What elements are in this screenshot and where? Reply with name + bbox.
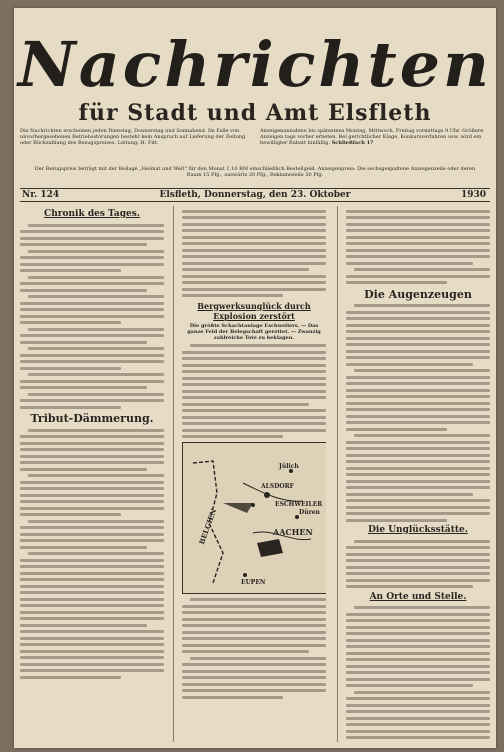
body-text-line [346,421,490,424]
body-text-line [346,632,490,635]
body-text-line [20,585,164,588]
body-text-line [20,442,164,445]
advert-info [260,128,490,162]
body-text-line [190,598,326,601]
body-text-line [20,617,164,620]
body-text-line [20,500,164,503]
body-text-line [182,275,326,278]
map-label-eupen: EUPEN [241,579,266,586]
map-label-dueren: Düren [299,509,320,516]
headline-disaster-site: Die Unglücksstätte. [368,525,468,535]
body-text-line [346,658,490,661]
body-text-line [20,650,164,653]
body-text-line [20,624,147,627]
body-text-line [182,663,326,666]
body-text-line [20,494,164,497]
body-text-line [28,393,164,396]
body-text-line [346,519,447,522]
body-text-line [346,337,490,340]
body-text-line [346,473,490,476]
advert-info-text: Anzeigenannahme bis spätestens Montag, Mittwoch, Freitag vormittags 9 Uhr. Größere Anzeigen tags vorher erbeten. Bei gerichtlicher Klage, Konkursverfahren usw. wird ein bewilligter Rabatt hinfällig. [260,128,484,146]
body-text-line [182,396,326,399]
body-text-line [20,386,147,389]
body-text-line [182,357,326,360]
body-text-line [182,255,326,258]
body-text-line [346,512,490,515]
body-text-line [346,249,490,252]
body-text-line [28,250,164,253]
body-text-line [346,229,490,232]
body-text-line [346,350,490,353]
body-text-line [354,369,490,372]
headline-tribute: Tribut-Dämmerung. [30,412,154,425]
body-text-line [182,637,326,640]
body-text-line [346,736,490,739]
body-text-line [20,367,121,370]
body-text-line [182,351,326,354]
region-map [182,442,326,594]
body-text-line [182,696,283,699]
body-text-line [20,565,164,568]
body-text-line [182,229,326,232]
body-text-line [346,281,447,284]
body-text-line [182,676,326,679]
body-text-line [20,315,164,318]
body-text-line [182,624,326,627]
body-text-line [346,467,490,470]
body-text-line [346,665,490,668]
body-text-line [20,302,164,305]
body-text-line [182,383,326,386]
body-text-line [20,461,164,464]
body-text-line [346,216,490,219]
body-text-line [346,223,490,226]
body-text-line [182,390,326,393]
body-text-line [20,676,121,679]
masthead-title: Nachrichten [17,28,493,101]
body-text-line [346,402,490,405]
body-text-line [20,435,164,438]
body-text-line [20,256,164,259]
map-label-eschweiler: ESCHWEILER [275,501,323,508]
body-text-line [182,364,326,367]
body-text-line [346,730,490,733]
body-text-line [346,454,490,457]
body-text-line [20,487,164,490]
body-text-line [182,435,283,438]
body-text-line [182,631,326,634]
body-text-line [346,684,473,687]
body-text-line [20,572,164,575]
body-text-line [182,644,326,647]
body-text-line [354,304,490,307]
body-text-line [20,539,164,542]
body-text-line [346,553,490,556]
body-text-line [346,717,490,720]
body-text-line [346,236,490,239]
body-text-line [20,448,164,451]
body-text-line [28,520,164,523]
body-text-line [20,455,164,458]
dateline [20,188,490,202]
body-text-line [346,275,490,278]
body-text-line [20,513,121,516]
body-text-line [182,416,326,419]
body-text-line [20,269,121,272]
body-text-line [346,460,490,463]
body-text-line [28,552,164,555]
column-rule [173,206,174,742]
pricing-info: Der Bezugspreis beträgt mit der Beilage „Heimat und Welt" für den Monat 1.10 RM einschließlich Bestellgeld. Anzeigenpreis: Die sechsgespaltene Anzeigenzeile oder deren Raum 15 Pfg., auswärts 20 Pfg., Reklamezeile 50 Pfg. [34,166,476,178]
body-text-line [20,546,147,549]
body-text-line [182,618,326,621]
body-text-line [346,330,490,333]
body-text-line [20,399,164,402]
headline-subdeck: Die größte Schachtanlage Eschweilers. — Das ganze Feld der Belegschaft gerettet. — Zwanzig zahlreiche Tote zu beklagen. [187,322,321,341]
body-text-line [182,216,326,219]
body-text-line [28,276,164,279]
body-text-line [20,591,164,594]
publication-info: Die Nachrichten erscheinen jeden Dienstag, Donnerstag und Sonnabend. Im Falle von unvorhergesehenen Betriebsstörungen besteht kein Anspruch auf Lieferung der Zeitung oder Rückzahlung des Bezugspreises. Leitung: H. Fitt. [20,128,246,146]
issue-date: Elsfleth, Donnerstag, den 23. Oktober [159,190,351,200]
body-text-line [182,650,309,653]
body-text-line [346,343,490,346]
masthead-subtitle: für Stadt und Amt Elsfleth [78,100,432,126]
column-1 [20,206,164,742]
body-text-line [346,652,490,655]
body-text-line [346,559,490,562]
body-text-line [20,380,164,383]
body-text-line [354,540,490,543]
body-text-line [20,289,147,292]
body-text-line [20,637,164,640]
body-text-line [346,626,490,629]
body-text-line [20,468,147,471]
column-2 [182,206,326,742]
body-text-line [346,546,490,549]
issue-year: 1930 [460,190,486,200]
body-text-line [346,566,490,569]
body-text-line [182,223,326,226]
body-text-line [182,281,326,284]
body-text-line [354,434,490,437]
body-text-line [182,670,326,673]
body-text-line [28,373,164,376]
body-text-line [346,441,490,444]
body-text-line [354,268,490,271]
body-text-line [20,526,164,529]
map-label-belgium: BELGIEN [197,507,219,546]
body-text-line [346,447,490,450]
body-text-line [346,499,490,502]
body-text-line [346,311,490,314]
po-box: Schließfach 17 [331,140,374,146]
body-text-line [28,328,164,331]
headline-chronicle: Chronik des Tages. [44,209,140,219]
body-text-line [182,403,309,406]
body-text-line [20,669,164,672]
body-text-line [20,230,164,233]
body-text-line [182,683,326,686]
headline-on-site: An Orte und Stelle. [369,591,467,602]
body-text-line [182,370,326,373]
body-text-line [346,255,490,258]
body-text-line [182,611,326,614]
body-text-line [182,262,326,265]
body-text-line [20,334,164,337]
body-text-line [20,578,164,581]
body-text-line [20,360,164,363]
body-text-line [20,533,164,536]
body-text-line [346,324,490,327]
body-text-line [20,598,164,601]
body-text-line [28,295,164,298]
body-text-line [182,689,326,692]
body-text-line [346,710,490,713]
body-text-line [182,242,326,245]
body-text-line [20,308,164,311]
body-text-line [346,317,490,320]
body-text-line [20,321,121,324]
body-text-line [182,236,326,239]
body-text-line [346,572,490,575]
body-text-line [346,506,490,509]
body-text-line [182,409,326,412]
body-text-line [346,678,490,681]
newspaper-page [14,8,496,748]
body-text-line [346,671,490,674]
body-text-line [20,282,164,285]
body-text-line [346,645,490,648]
body-text-line [346,210,490,213]
body-text-line [20,643,164,646]
body-text-line [346,408,490,411]
issue-number: Nr. 124 [22,190,60,200]
body-text-line [20,481,164,484]
body-text-line [190,657,326,660]
column-3 [346,206,490,742]
body-text-line [28,474,164,477]
body-text-line [182,377,326,380]
body-text-line [346,585,473,588]
body-text-line [346,415,490,418]
body-text-line [20,341,147,344]
body-text-line [20,507,164,510]
map-drawing [183,443,326,593]
body-text-line [182,294,283,297]
body-text-line [346,376,490,379]
map-label-alsdorf: ALSDORF [261,483,294,490]
body-text-line [354,691,490,694]
body-text-line [20,611,164,614]
body-text-line [346,619,490,622]
body-text-line [20,237,164,240]
body-text-line [346,613,490,616]
body-text-line [20,354,164,357]
body-text-line [346,493,473,496]
body-text-line [182,422,326,425]
body-text-line [182,210,326,213]
body-text-line [20,243,147,246]
body-text-line [346,639,490,642]
headline-mine-explosion: Bergwerksunglück durch Explosion zerstört [197,300,311,321]
body-text-line [346,697,490,700]
headline-eyewitnesses: Die Augenzeugen [364,287,472,301]
body-text-line [346,242,490,245]
body-text-line [346,480,490,483]
body-text-line [182,249,326,252]
body-text-line [20,656,164,659]
body-text-line [346,704,490,707]
body-text-line [182,605,326,608]
body-text-line [346,262,473,265]
body-text-line [346,395,490,398]
body-text-line [182,268,309,271]
body-text-line [346,382,490,385]
body-text-line [20,406,121,409]
body-text-line [346,389,490,392]
body-text-line [28,347,164,350]
body-text-line [346,363,473,366]
map-label-juelich: Jülich [279,463,299,470]
body-text-line [20,630,164,633]
map-label-aachen: AACHEN [273,527,313,537]
body-text-line [28,429,164,432]
column-rule [337,206,338,742]
body-text-line [182,288,326,291]
body-text-line [354,606,490,609]
body-text-line [346,723,490,726]
body-text-line [20,263,164,266]
body-text-line [20,604,164,607]
body-text-line [346,428,447,431]
body-text-line [20,559,164,562]
body-text-line [346,356,490,359]
body-text-line [346,579,490,582]
body-text-line [182,429,326,432]
body-text-line [190,344,326,347]
body-text-line [346,486,490,489]
body-text-line [20,663,164,666]
body-text-line [28,224,164,227]
